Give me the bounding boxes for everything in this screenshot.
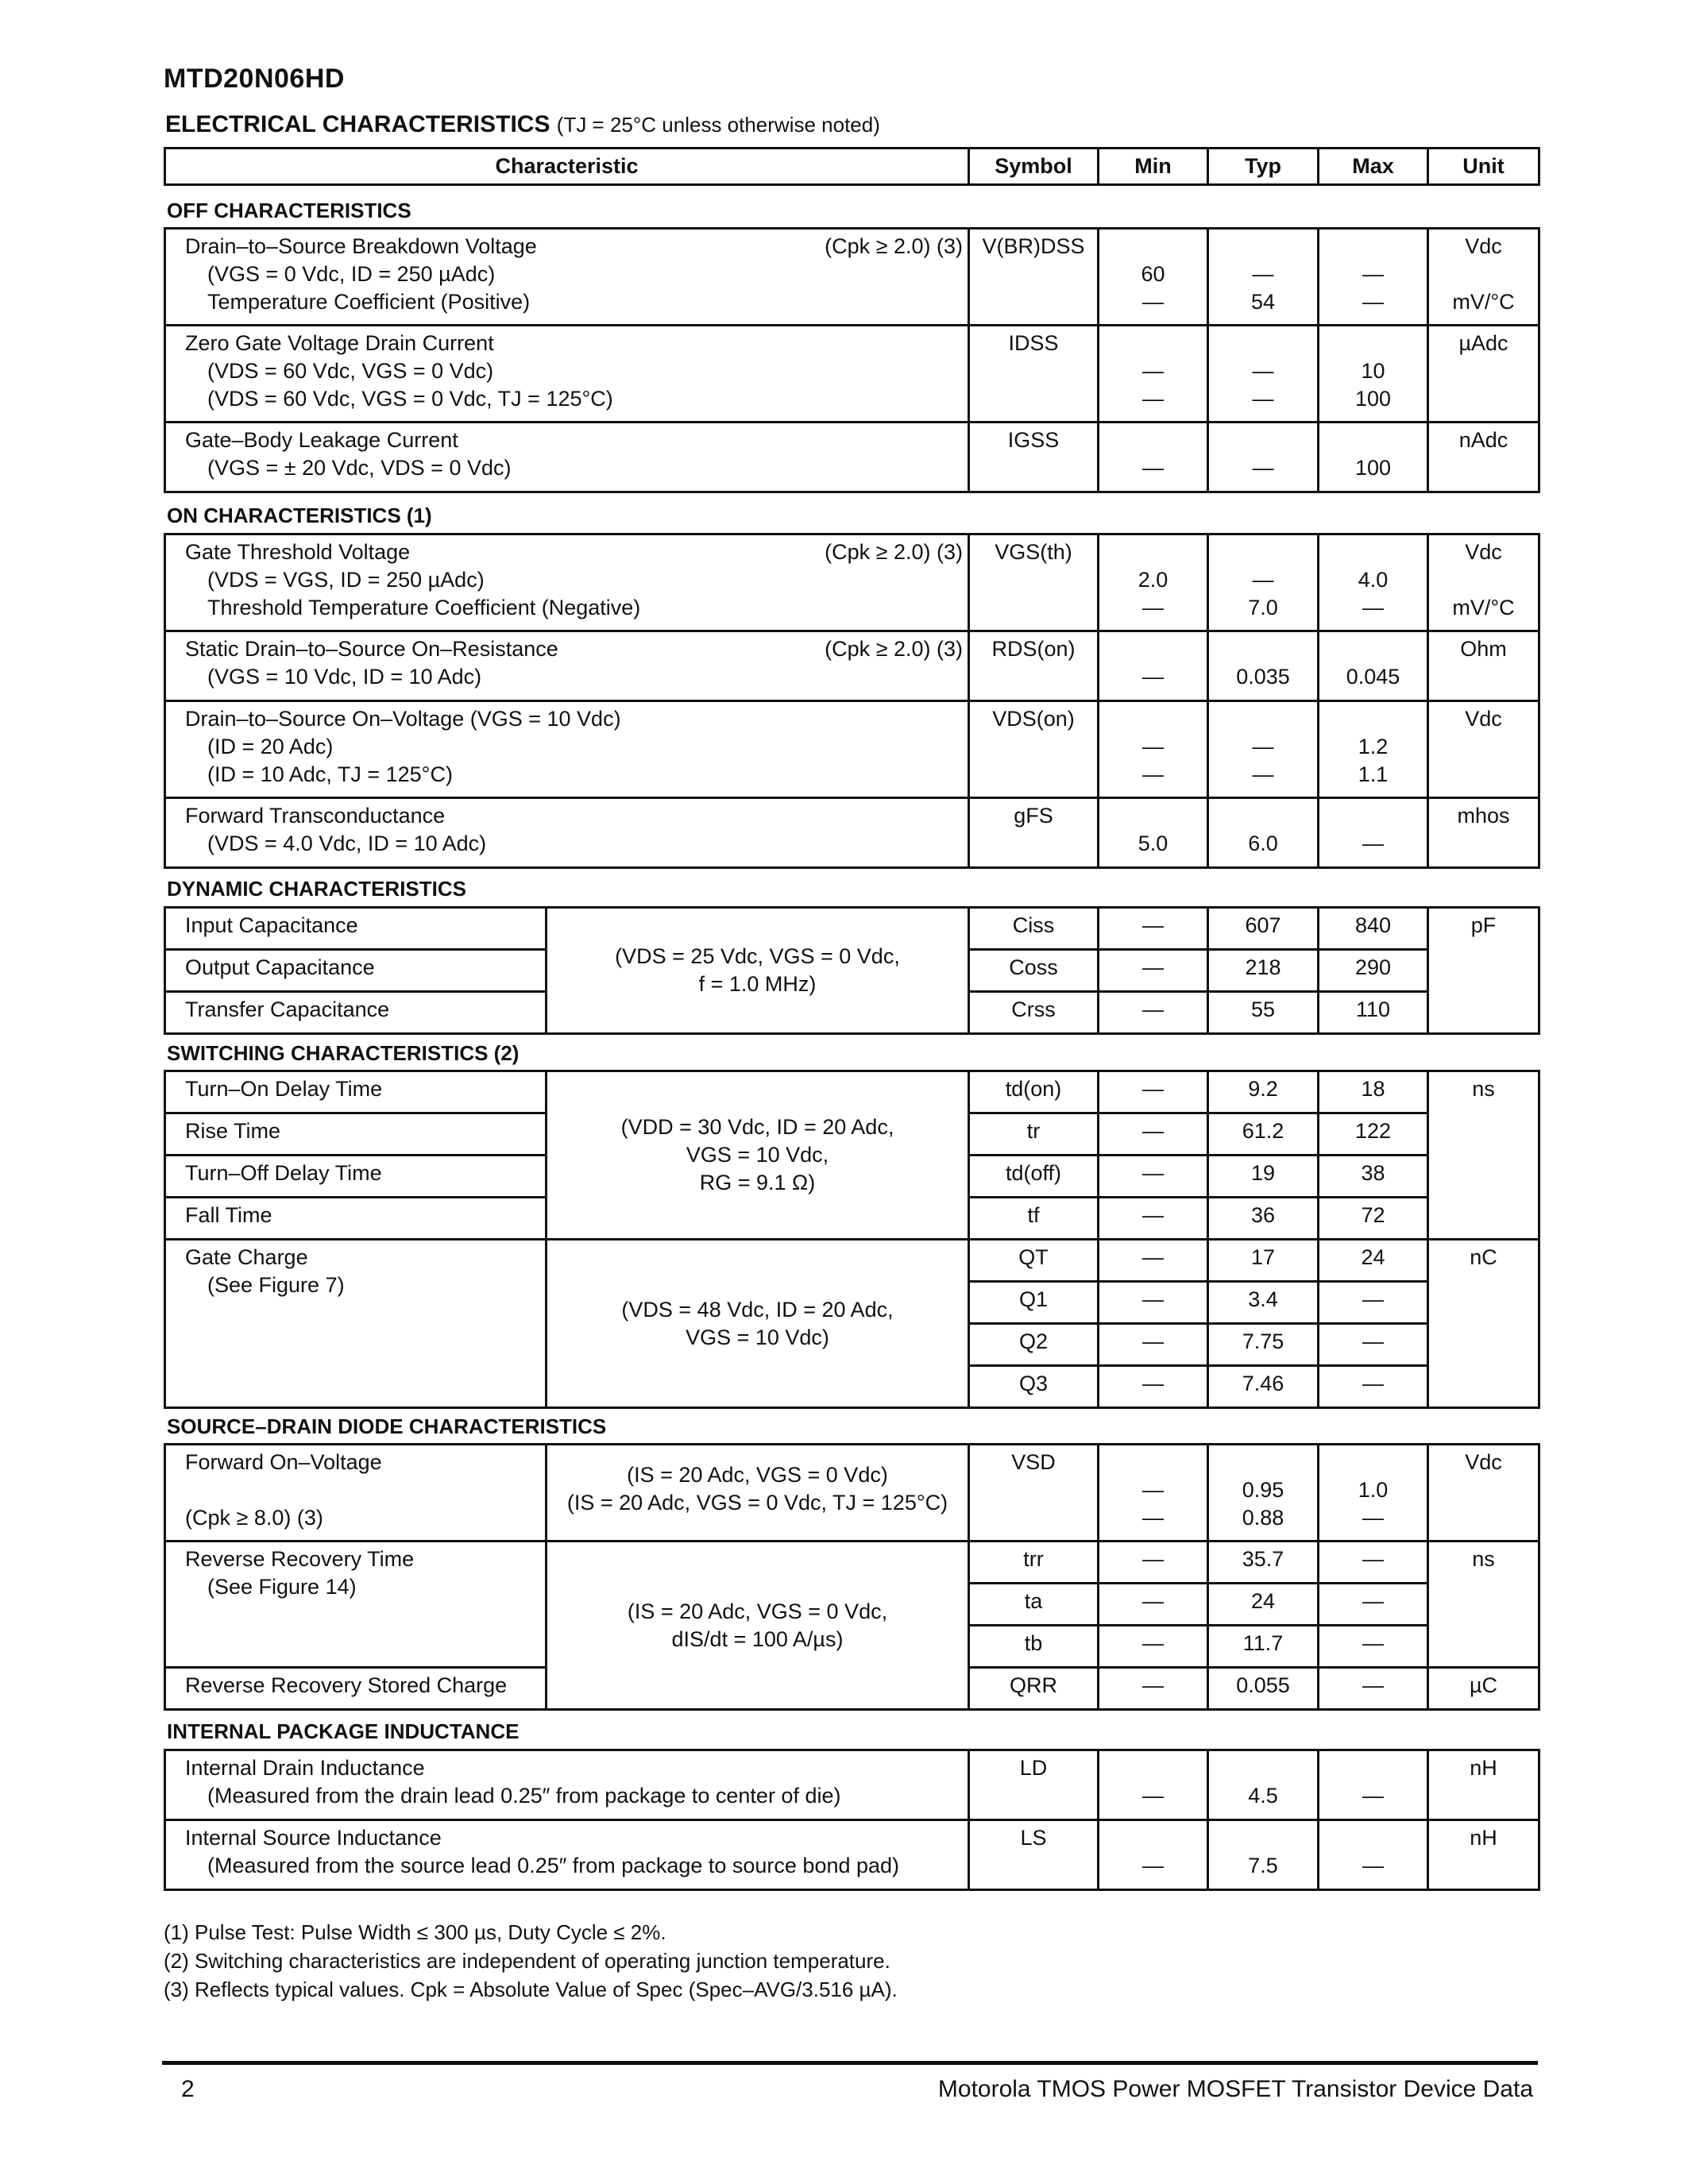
min-value: — xyxy=(1099,1198,1208,1240)
max-value: — xyxy=(1319,1668,1428,1710)
typ-value: 11.7 xyxy=(1208,1626,1319,1668)
table-row xyxy=(165,701,1539,798)
typ-value: 7.46 xyxy=(1208,1366,1319,1408)
char-sub: Threshold Temperature Coefficient (Negative) xyxy=(207,596,641,619)
typ-value: — xyxy=(1252,262,1274,286)
unit: Ohm xyxy=(1428,631,1539,701)
cond-line: (VDS = 48 Vdc, ID = 20 Adc, xyxy=(621,1297,894,1322)
page-number: 2 xyxy=(181,2076,195,2102)
char-cond: (Measured from the source lead 0.25″ from package to source bond pad) xyxy=(207,1854,900,1877)
min-value: 5.0 xyxy=(1138,832,1168,855)
typ-value: 36 xyxy=(1208,1198,1319,1240)
footnote: (2) Switching characteristics are independent of operating junction temperature. xyxy=(164,1949,890,1973)
char-sub: Temperature Coefficient (Positive) xyxy=(207,290,531,314)
min-value: 2.0 xyxy=(1138,568,1168,592)
table-row xyxy=(165,423,1539,492)
symbol: IGSS xyxy=(969,423,1099,492)
min-value: — xyxy=(1142,1854,1164,1877)
char-cond: (VDS = 60 Vdc, VGS = 0 Vdc, TJ = 125°C) xyxy=(207,387,613,411)
symbol: Crss xyxy=(969,992,1099,1034)
char-name: Gate Threshold Voltage xyxy=(185,540,411,564)
footnotes xyxy=(164,1918,898,2004)
char-name: Output Capacitance xyxy=(165,950,547,992)
cond-line: (VDS = 25 Vdc, VGS = 0 Vdc, xyxy=(615,944,900,968)
typ-value: 607 xyxy=(1208,908,1319,950)
cond-line: RG = 9.1 Ω) xyxy=(699,1171,816,1194)
char-name: Turn–On Delay Time xyxy=(165,1071,547,1113)
max-value: — xyxy=(1362,832,1384,855)
off-table xyxy=(164,227,1540,493)
min-value: — xyxy=(1099,1156,1208,1198)
max-value: — xyxy=(1362,1506,1384,1530)
typ-value: 7.0 xyxy=(1248,596,1278,619)
symbol: tr xyxy=(969,1113,1099,1156)
typ-value: — xyxy=(1252,762,1274,786)
max-value: 72 xyxy=(1319,1198,1428,1240)
symbol: VGS(th) xyxy=(969,534,1099,631)
section-inductance: INTERNAL PACKAGE INDUCTANCE xyxy=(167,1719,520,1743)
unit: pF xyxy=(1428,908,1539,1034)
part-number: MTD20N06HD xyxy=(164,64,345,94)
typ-value: — xyxy=(1252,387,1274,411)
switching-table xyxy=(164,1070,1540,1409)
min-value: 60 xyxy=(1141,262,1165,286)
min-value: — xyxy=(1142,290,1164,314)
col-characteristic: Characteristic xyxy=(165,149,969,185)
table-row xyxy=(165,798,1539,868)
unit: nH xyxy=(1428,1820,1539,1890)
footer-text: Motorola TMOS Power MOSFET Transistor Device Data xyxy=(937,2076,1533,2102)
table-row xyxy=(165,1071,1539,1113)
unit: mhos xyxy=(1428,798,1539,868)
typ-value: 9.2 xyxy=(1208,1071,1319,1113)
symbol: QT xyxy=(969,1240,1099,1282)
section-off: OFF CHARACTERISTICS xyxy=(167,199,411,222)
typ-value: 35.7 xyxy=(1208,1542,1319,1584)
min-value: — xyxy=(1142,735,1164,758)
symbol: Q1 xyxy=(969,1282,1099,1324)
char-name: Input Capacitance xyxy=(165,908,547,950)
min-value: — xyxy=(1099,1542,1208,1584)
typ-value: 6.0 xyxy=(1248,832,1278,855)
unit: Vdc xyxy=(1428,701,1539,798)
max-value: 4.0 xyxy=(1358,568,1389,592)
typ-value: 4.5 xyxy=(1248,1784,1278,1808)
symbol: IDSS xyxy=(969,326,1099,423)
page-title xyxy=(165,111,880,138)
max-value: — xyxy=(1362,1784,1384,1808)
trr-cell xyxy=(165,1542,547,1668)
max-value: — xyxy=(1319,1542,1428,1584)
title-text: ELECTRICAL CHARACTERISTICS xyxy=(165,111,550,137)
min-value: — xyxy=(1142,1478,1164,1502)
min-value: — xyxy=(1142,1784,1164,1808)
title-note: (TJ = 25°C unless otherwise noted) xyxy=(556,113,880,137)
symbol: LS xyxy=(969,1820,1099,1890)
symbol: Ciss xyxy=(969,908,1099,950)
table-row xyxy=(165,326,1539,423)
max-value: 18 xyxy=(1319,1071,1428,1113)
typ-value: 17 xyxy=(1208,1240,1319,1282)
char-cond: (VDS = 60 Vdc, VGS = 0 Vdc) xyxy=(207,359,494,383)
symbol: VSD xyxy=(969,1445,1099,1542)
char-name: Transfer Capacitance xyxy=(165,992,547,1034)
char-note: (See Figure 7) xyxy=(207,1273,345,1297)
max-value: 1.0 xyxy=(1358,1478,1389,1502)
test-conditions xyxy=(547,1445,969,1542)
min-value: — xyxy=(1099,1113,1208,1156)
col-max: Max xyxy=(1319,149,1428,185)
char-cond: (VDS = VGS, ID = 250 µAdc) xyxy=(207,568,485,592)
unit: mV/°C xyxy=(1452,596,1515,619)
section-switching: SWITCHING CHARACTERISTICS (2) xyxy=(167,1041,520,1065)
table-row xyxy=(165,1820,1539,1890)
max-value: 24 xyxy=(1319,1240,1428,1282)
min-value: — xyxy=(1142,665,1164,689)
on-table xyxy=(164,533,1540,869)
typ-value: 3.4 xyxy=(1208,1282,1319,1324)
min-value: — xyxy=(1099,1282,1208,1324)
typ-value: 218 xyxy=(1208,950,1319,992)
max-value: — xyxy=(1319,1626,1428,1668)
dynamic-table xyxy=(164,906,1540,1035)
min-value: — xyxy=(1099,1584,1208,1626)
unit: nC xyxy=(1428,1240,1539,1408)
test-conditions xyxy=(547,1240,969,1408)
cond-line: (IS = 20 Adc, VGS = 0 Vdc) xyxy=(627,1463,888,1487)
symbol: gFS xyxy=(969,798,1099,868)
cond-line: f = 1.0 MHz) xyxy=(698,972,817,996)
section-diode: SOURCE–DRAIN DIODE CHARACTERISTICS xyxy=(167,1414,607,1438)
cond-line: dIS/dt = 100 A/µs) xyxy=(671,1626,844,1651)
cond-line: (VDD = 30 Vdc, ID = 20 Adc, xyxy=(620,1115,894,1139)
max-value: 100 xyxy=(1354,387,1392,411)
footnote: (3) Reflects typical values. Cpk = Absolute Value of Spec (Spec–AVG/3.516 µA). xyxy=(164,1978,898,2001)
unit: µAdc xyxy=(1428,326,1539,423)
unit: ns xyxy=(1428,1071,1539,1240)
cpk-note: (Cpk ≥ 2.0) (3) xyxy=(825,234,963,258)
char-name: Drain–to–Source On–Voltage (VGS = 10 Vdc) xyxy=(185,707,621,731)
typ-value: 0.055 xyxy=(1208,1668,1319,1710)
char-name: Rise Time xyxy=(165,1113,547,1156)
max-value: 1.2 xyxy=(1358,735,1389,758)
unit: mV/°C xyxy=(1452,290,1515,314)
col-typ: Typ xyxy=(1208,149,1319,185)
unit: ns xyxy=(1428,1542,1539,1668)
max-value: — xyxy=(1319,1584,1428,1626)
min-value: — xyxy=(1142,762,1164,786)
typ-value: 61.2 xyxy=(1208,1113,1319,1156)
table-row xyxy=(165,631,1539,701)
typ-value: 19 xyxy=(1208,1156,1319,1198)
symbol: QRR xyxy=(969,1668,1099,1710)
symbol: td(off) xyxy=(969,1156,1099,1198)
typ-value: — xyxy=(1252,456,1274,480)
min-value: — xyxy=(1099,1366,1208,1408)
unit: nH xyxy=(1428,1750,1539,1820)
table-row xyxy=(165,1240,1539,1282)
symbol: V(BR)DSS xyxy=(969,229,1099,326)
cond-line: (IS = 20 Adc, VGS = 0 Vdc, xyxy=(627,1599,888,1623)
max-value: — xyxy=(1319,1282,1428,1324)
char-name: Static Drain–to–Source On–Resistance xyxy=(185,637,558,661)
max-value: 122 xyxy=(1319,1113,1428,1156)
char-cond: (VGS = ± 20 Vdc, VDS = 0 Vdc) xyxy=(207,456,512,480)
char-name: Internal Source Inductance xyxy=(185,1826,442,1850)
min-value: — xyxy=(1099,992,1208,1034)
symbol: ta xyxy=(969,1584,1099,1626)
column-header-table xyxy=(164,147,1540,186)
symbol: tf xyxy=(969,1198,1099,1240)
max-value: 100 xyxy=(1354,456,1392,480)
symbol: td(on) xyxy=(969,1071,1099,1113)
test-conditions xyxy=(547,1071,969,1240)
min-value: — xyxy=(1142,456,1164,480)
min-value: — xyxy=(1099,1240,1208,1282)
char-cond: (VDS = 4.0 Vdc, ID = 10 Adc) xyxy=(207,832,487,855)
symbol: Q2 xyxy=(969,1324,1099,1366)
char-cond: (ID = 20 Adc) xyxy=(207,735,334,758)
symbol: trr xyxy=(969,1542,1099,1584)
symbol: Coss xyxy=(969,950,1099,992)
typ-value: 0.035 xyxy=(1236,665,1290,689)
typ-value: 55 xyxy=(1208,992,1319,1034)
char-name: Zero Gate Voltage Drain Current xyxy=(185,331,494,355)
max-value: — xyxy=(1362,290,1384,314)
cond-line: VGS = 10 Vdc) xyxy=(686,1325,829,1349)
typ-value: 24 xyxy=(1208,1584,1319,1626)
typ-value: 7.5 xyxy=(1248,1854,1278,1877)
max-value: 840 xyxy=(1319,908,1428,950)
typ-value: — xyxy=(1252,359,1274,383)
symbol: tb xyxy=(969,1626,1099,1668)
typ-value: — xyxy=(1252,735,1274,758)
typ-value: 0.88 xyxy=(1242,1506,1284,1530)
char-name: Turn–Off Delay Time xyxy=(165,1156,547,1198)
max-value: 38 xyxy=(1319,1156,1428,1198)
table-row xyxy=(165,1445,1539,1542)
char-name: Forward On–Voltage xyxy=(185,1450,382,1474)
typ-value: 0.95 xyxy=(1242,1478,1284,1502)
footnote: (1) Pulse Test: Pulse Width ≤ 300 µs, Duty Cycle ≤ 2%. xyxy=(164,1920,666,1944)
diode-table xyxy=(164,1443,1540,1711)
max-value: 10 xyxy=(1361,359,1385,383)
max-value: — xyxy=(1319,1324,1428,1366)
max-value: 1.1 xyxy=(1358,762,1389,786)
col-symbol: Symbol xyxy=(969,149,1099,185)
cond-line: (IS = 20 Adc, VGS = 0 Vdc, TJ = 125°C) xyxy=(566,1491,948,1515)
symbol: VDS(on) xyxy=(969,701,1099,798)
min-value: — xyxy=(1099,1071,1208,1113)
max-value: 290 xyxy=(1319,950,1428,992)
min-value: — xyxy=(1099,1668,1208,1710)
table-row xyxy=(165,908,1539,950)
char-cond: (Measured from the drain lead 0.25″ from package to center of die) xyxy=(207,1784,841,1808)
unit: Vdc xyxy=(1428,1445,1539,1542)
unit: Vdc xyxy=(1465,540,1502,564)
char-cond: (VGS = 10 Vdc, ID = 10 Adc) xyxy=(207,665,482,689)
cpk-note: (Cpk ≥ 2.0) (3) xyxy=(825,637,963,661)
symbol: LD xyxy=(969,1750,1099,1820)
cpk-note: (Cpk ≥ 8.0) (3) xyxy=(185,1506,323,1530)
section-dynamic: DYNAMIC CHARACTERISTICS xyxy=(167,877,466,901)
char-name: Reverse Recovery Time xyxy=(185,1547,415,1571)
max-value: — xyxy=(1362,1854,1384,1877)
max-value: 110 xyxy=(1319,992,1428,1034)
max-value: — xyxy=(1362,596,1384,619)
max-value: — xyxy=(1319,1366,1428,1408)
char-name: Internal Drain Inductance xyxy=(185,1756,425,1780)
min-value: — xyxy=(1099,908,1208,950)
unit: nAdc xyxy=(1428,423,1539,492)
char-name: Gate Charge xyxy=(185,1245,308,1269)
table-row xyxy=(165,1542,1539,1584)
min-value: — xyxy=(1142,1506,1164,1530)
min-value: — xyxy=(1099,1324,1208,1366)
char-cond: (VGS = 0 Vdc, ID = 250 µAdc) xyxy=(207,262,496,286)
table-row xyxy=(165,1750,1539,1820)
test-conditions xyxy=(547,1542,969,1710)
char-name: Reverse Recovery Stored Charge xyxy=(165,1668,547,1710)
max-value: — xyxy=(1362,262,1384,286)
col-min: Min xyxy=(1099,149,1208,185)
footer-rule xyxy=(162,2061,1538,2065)
char-name: Forward Transconductance xyxy=(185,804,446,828)
table-row xyxy=(165,534,1539,631)
section-on: ON CHARACTERISTICS (1) xyxy=(167,504,432,527)
min-value: — xyxy=(1099,1626,1208,1668)
cpk-note: (Cpk ≥ 2.0) (3) xyxy=(825,540,963,564)
min-value: — xyxy=(1142,359,1164,383)
inductance-table xyxy=(164,1749,1540,1891)
char-name: Drain–to–Source Breakdown Voltage xyxy=(185,234,537,258)
symbol: RDS(on) xyxy=(969,631,1099,701)
symbol: Q3 xyxy=(969,1366,1099,1408)
char-note: (See Figure 14) xyxy=(207,1575,357,1599)
min-value: — xyxy=(1142,387,1164,411)
min-value: — xyxy=(1142,596,1164,619)
char-name: Gate–Body Leakage Current xyxy=(185,428,458,452)
unit: µC xyxy=(1428,1668,1539,1710)
char-cond: (ID = 10 Adc, TJ = 125°C) xyxy=(207,762,453,786)
unit: Vdc xyxy=(1465,234,1502,258)
table-row xyxy=(165,229,1539,326)
max-value: 0.045 xyxy=(1346,665,1400,689)
cond-line: VGS = 10 Vdc, xyxy=(686,1143,829,1167)
gate-charge-cell xyxy=(165,1240,547,1408)
typ-value: 7.75 xyxy=(1208,1324,1319,1366)
min-value: — xyxy=(1099,950,1208,992)
char-name: Fall Time xyxy=(165,1198,547,1240)
test-conditions xyxy=(547,908,969,1034)
typ-value: 54 xyxy=(1250,290,1276,314)
typ-value: — xyxy=(1252,568,1274,592)
col-unit: Unit xyxy=(1428,149,1539,185)
